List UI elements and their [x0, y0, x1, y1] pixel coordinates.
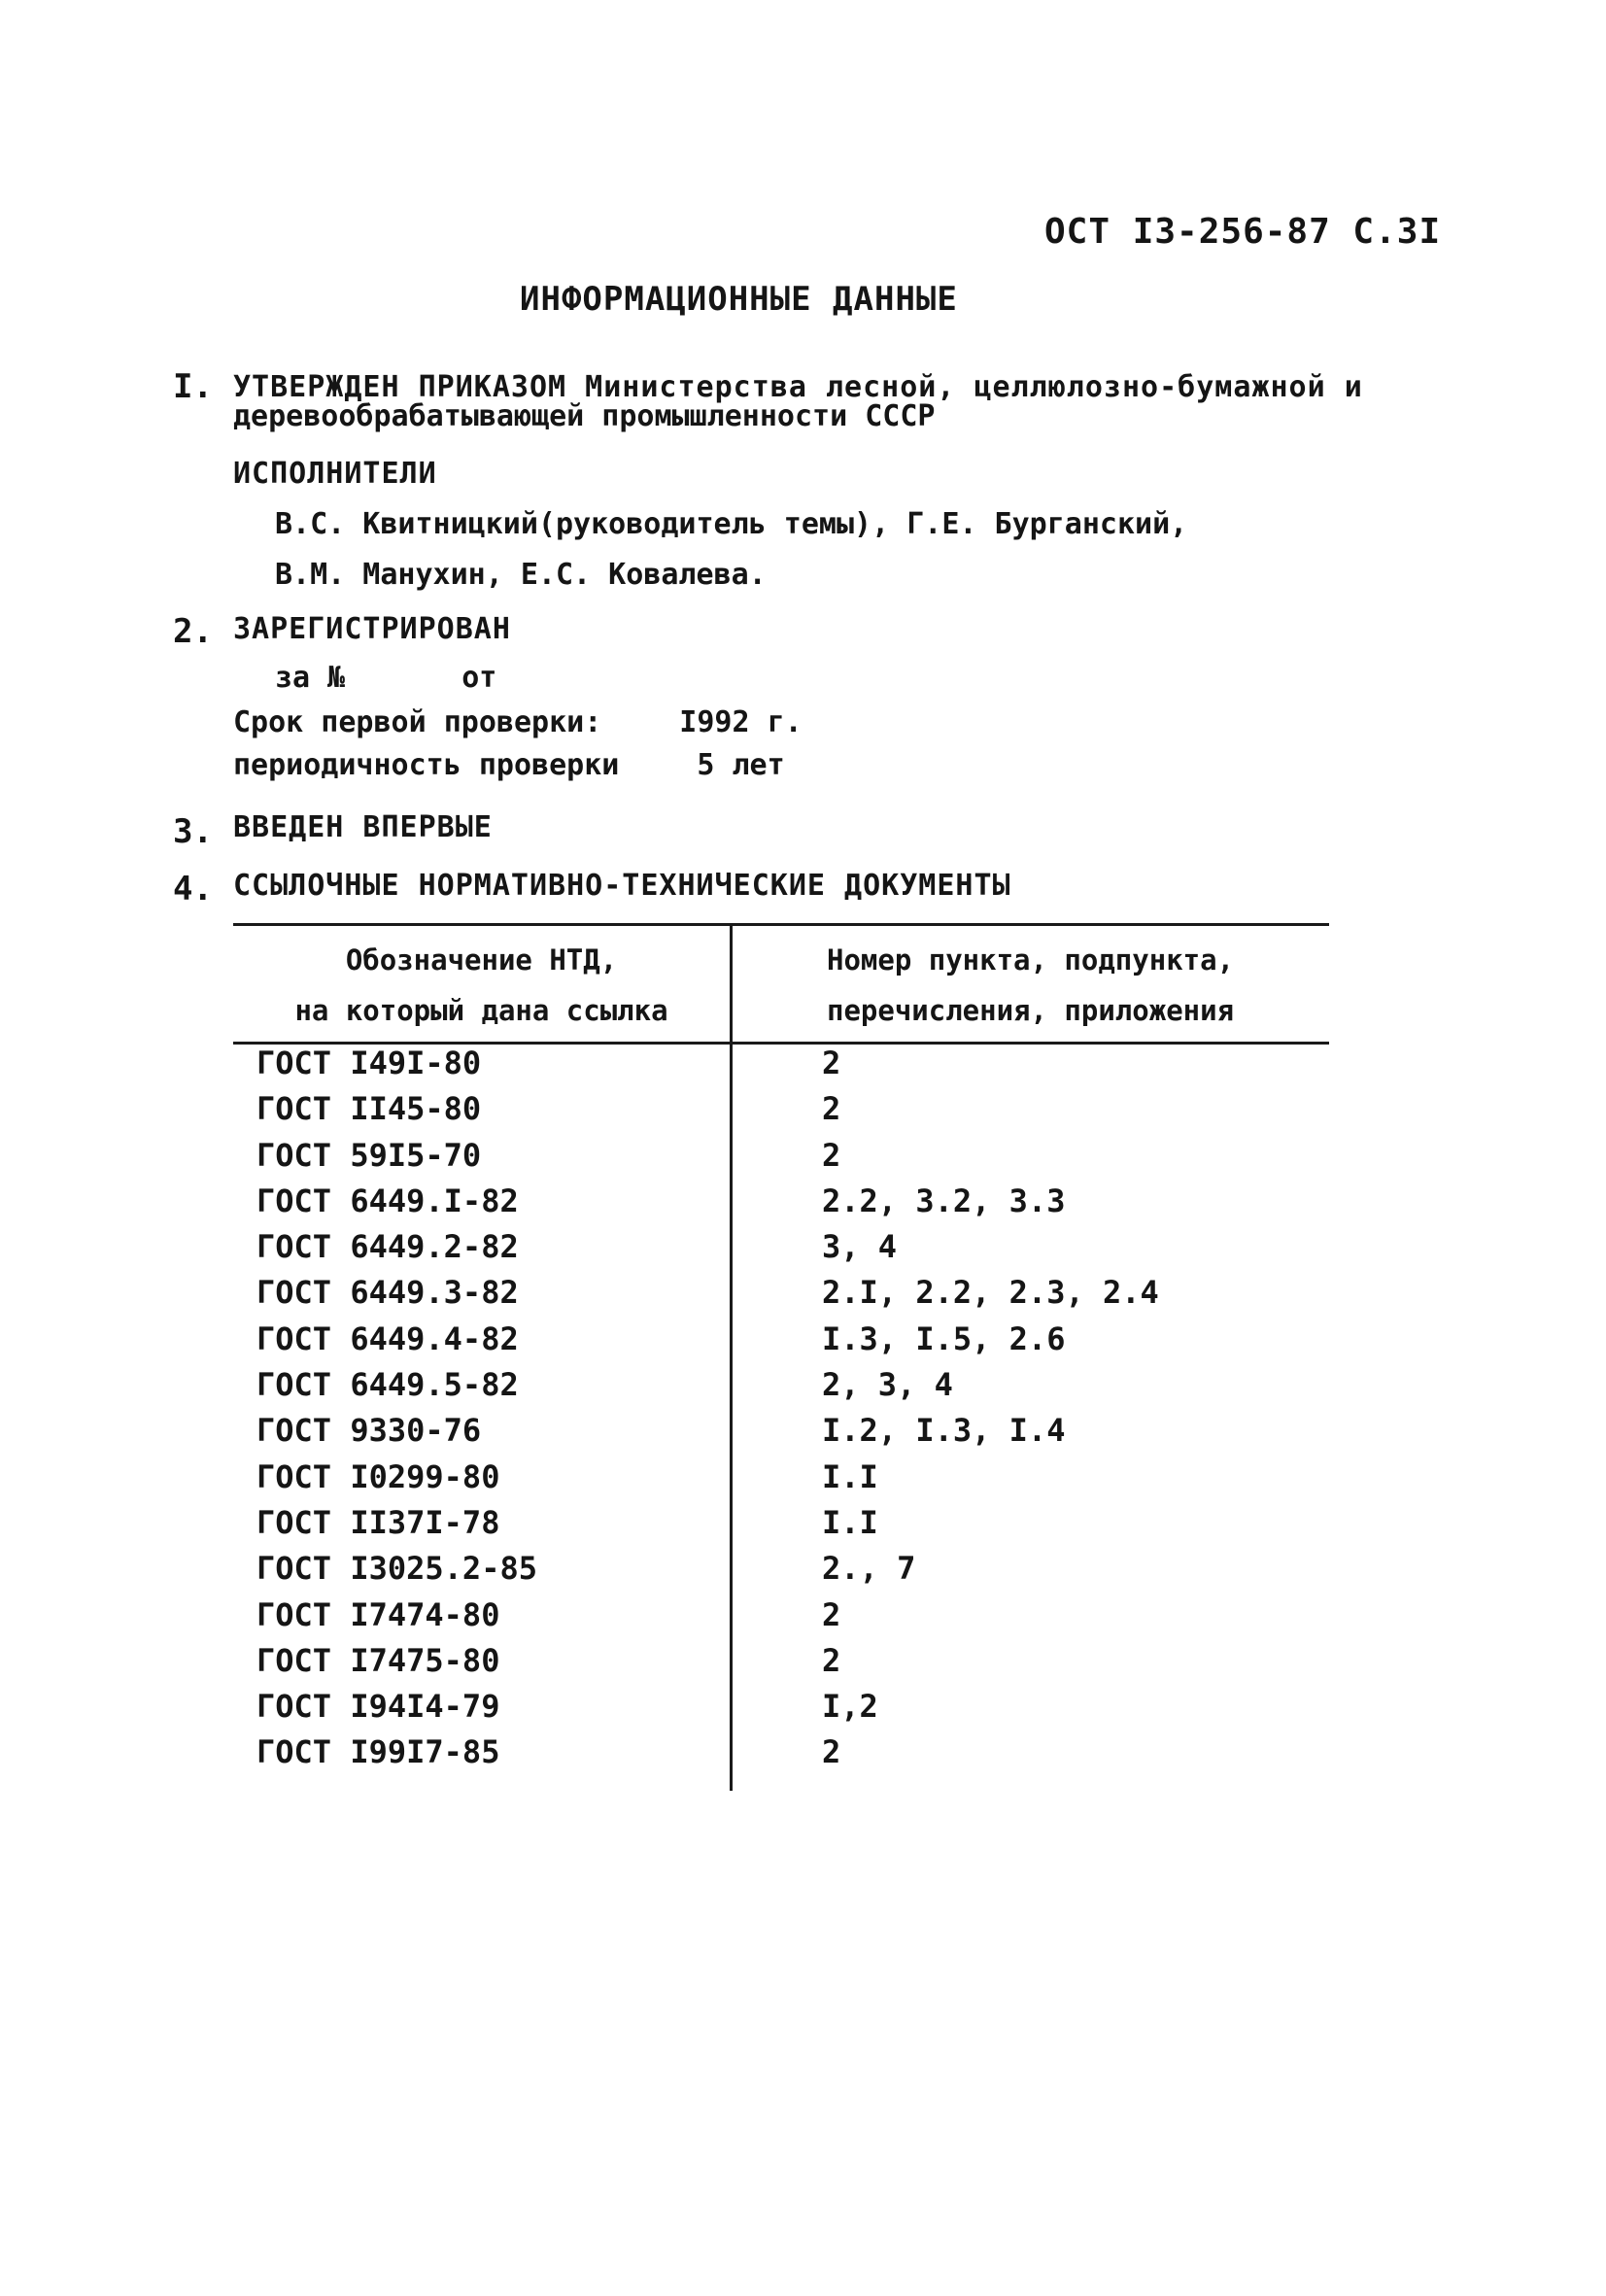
executors-label: ИСПОЛНИТЕЛИ	[233, 457, 437, 491]
section-1-number: I.	[173, 367, 213, 406]
table-row	[233, 1593, 1329, 1639]
table-row	[233, 1501, 1329, 1547]
table-header-references-line1: Номер пункта, подпункта,	[827, 943, 1235, 977]
table-cell-references: 2	[822, 1136, 841, 1174]
table-cell-document: ГОСТ 6449.4-82	[256, 1319, 519, 1357]
registration-number-label: за №	[275, 661, 346, 695]
table-header-document-line1: Обозначение НТД,	[345, 943, 618, 977]
table-header-references-line2: перечисления, приложения	[827, 994, 1235, 1027]
table-cell-document: ГОСТ 6449.2-82	[256, 1228, 519, 1266]
check-period-label: периодичность проверки	[233, 748, 620, 782]
table-row	[233, 1318, 1329, 1363]
registration-number-line	[275, 661, 496, 695]
check-period-line	[233, 748, 785, 782]
table-row	[233, 1363, 1329, 1409]
check-period-value: 5 лет	[697, 748, 785, 782]
first-check-value: I992 г.	[679, 705, 803, 739]
section-2-number: 2.	[173, 612, 213, 651]
table-cell-references: 2	[822, 1090, 841, 1128]
table-row	[233, 1042, 1329, 1087]
table-header-references	[827, 935, 1313, 1036]
table-cell-references: 3, 4	[822, 1228, 898, 1266]
table-cell-document: ГОСТ I7475-80	[256, 1641, 500, 1679]
executors-line2: В.М. Манухин, Е.С. Ковалева.	[275, 558, 767, 592]
table-cell-document: ГОСТ I3025.2-85	[256, 1550, 537, 1588]
first-check-line	[233, 705, 803, 739]
table-row	[233, 1087, 1329, 1133]
table-row	[233, 1456, 1329, 1501]
section-3-number: 3.	[173, 812, 213, 851]
registration-from-label: от	[461, 661, 497, 695]
table-cell-references: 2	[822, 1733, 841, 1771]
table-cell-references: I,2	[822, 1688, 878, 1726]
table-row	[233, 1685, 1329, 1731]
table-cell-references: 2., 7	[822, 1550, 916, 1588]
page-header-code: ОСТ I3-256-87 С.3I	[1044, 212, 1442, 252]
table-cell-references: I.I	[822, 1457, 878, 1495]
section-1-approved-line2: деревообрабатывающей промышленности СССР	[233, 399, 936, 433]
table-cell-document: ГОСТ 6449.5-82	[256, 1366, 519, 1404]
table-cell-document: ГОСТ I94I4-79	[256, 1688, 500, 1726]
table-cell-references: I.3, I.5, 2.6	[822, 1319, 1066, 1357]
table-cell-document: ГОСТ I49I-80	[256, 1045, 482, 1081]
introduced-first-label: ВВЕДЕН ВПЕРВЫЕ	[233, 810, 493, 844]
registered-label: ЗАРЕГИСТРИРОВАН	[233, 612, 511, 646]
executors-line1: В.С. Квитницкий(руководитель темы), Г.Е. Бурганский,	[275, 507, 1188, 541]
table-cell-document: ГОСТ 59I5-70	[256, 1136, 482, 1174]
table-cell-document: ГОСТ I0299-80	[256, 1457, 500, 1495]
table-row	[233, 1271, 1329, 1317]
table-cell-document: ГОСТ 6449.I-82	[256, 1182, 519, 1219]
table-header-document	[233, 935, 730, 1036]
table-row	[233, 1409, 1329, 1455]
table-cell-document: ГОСТ II45-80	[256, 1090, 482, 1128]
table-cell-references: I.I	[822, 1503, 878, 1541]
table-cell-references: 2.2, 3.2, 3.3	[822, 1182, 1066, 1219]
section-1-approved-line1: УТВЕРЖДЕН ПРИКАЗОМ Министерства лесной, целлюлозно-бумажной и	[233, 370, 1363, 404]
table-row	[233, 1547, 1329, 1593]
table-cell-references: 2.I, 2.2, 2.3, 2.4	[822, 1274, 1159, 1312]
table-row	[233, 1639, 1329, 1685]
table-cell-document: ГОСТ I7474-80	[256, 1595, 500, 1633]
table-cell-references: 2	[822, 1595, 841, 1633]
table-row	[233, 1134, 1329, 1180]
table-row	[233, 1180, 1329, 1225]
table-cell-document: ГОСТ 9330-76	[256, 1412, 482, 1450]
table-row	[233, 1731, 1329, 1776]
table-cell-references: I.2, I.3, I.4	[822, 1412, 1066, 1450]
table-cell-references: 2	[822, 1641, 841, 1679]
table-rows	[233, 1042, 1329, 1777]
table-cell-document: ГОСТ II37I-78	[256, 1503, 500, 1541]
table-cell-references: 2, 3, 4	[822, 1366, 953, 1404]
first-check-label: Срок первой проверки:	[233, 705, 602, 739]
document-title: ИНФОРМАЦИОННЫЕ ДАННЫЕ	[520, 280, 958, 319]
table-cell-document: ГОСТ I99I7-85	[256, 1733, 500, 1771]
table-cell-document: ГОСТ 6449.3-82	[256, 1274, 519, 1312]
table-row	[233, 1225, 1329, 1271]
table-top-rule	[233, 923, 1329, 926]
reference-documents-label: ССЫЛОЧНЫЕ НОРМАТИВНО-ТЕХНИЧЕСКИЕ ДОКУМЕНТЫ	[233, 869, 1011, 903]
section-4-number: 4.	[173, 870, 213, 908]
table-header-document-line2: на который дана ссылка	[294, 994, 668, 1027]
table-cell-references: 2	[822, 1045, 841, 1081]
